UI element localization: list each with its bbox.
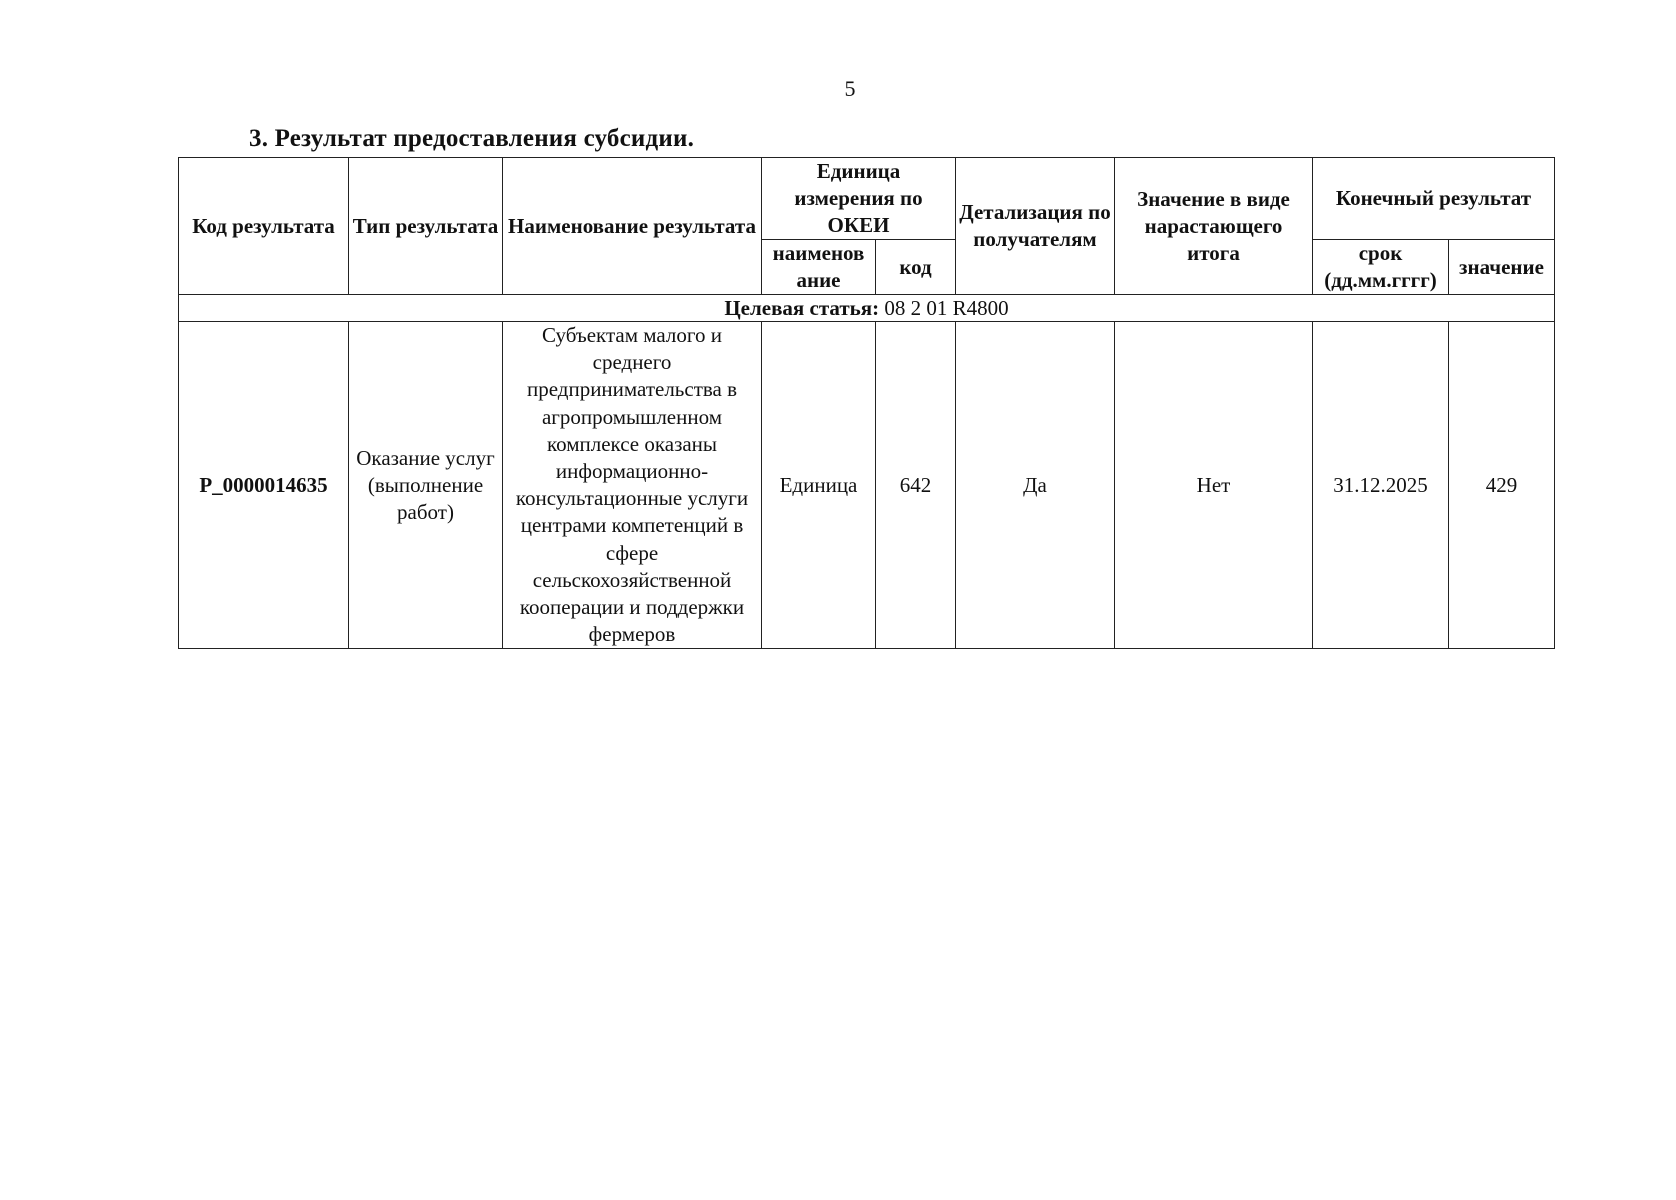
target-article-row xyxy=(179,295,1555,322)
deadline-cell: 31.12.2025 xyxy=(1313,322,1449,649)
result-type-cell: Оказание услуг (выполнение работ) xyxy=(349,322,503,649)
subsidy-result-table xyxy=(178,157,1555,649)
header-result-type: Тип результата xyxy=(349,158,503,295)
target-article-value: 08 2 01 R4800 xyxy=(884,296,1009,320)
table-row xyxy=(179,322,1555,649)
header-value: значение xyxy=(1449,240,1555,295)
detailing-cell: Да xyxy=(956,322,1115,649)
header-unit-name: наименов ание xyxy=(762,240,876,295)
result-code-cell: P_0000014635 xyxy=(179,322,349,649)
header-detailing: Детализация по получателям xyxy=(956,158,1115,295)
result-name-cell: Субъектам малого и среднего предпринимательства в агропромышленном комплексе оказаны информационно-консультационные услуги центрами компетенций в сфере сельскохозяйственной кооперации и поддержки фермеров xyxy=(503,322,762,649)
header-unit-code: код xyxy=(876,240,956,295)
page-number: 5 xyxy=(844,76,856,101)
section-title: 3. Результат предоставления субсидии. xyxy=(249,125,695,152)
cumulative-cell: Нет xyxy=(1115,322,1313,649)
unit-name-cell: Единица xyxy=(762,322,876,649)
header-result-name: Наименование результата xyxy=(503,158,762,295)
target-article-cell xyxy=(179,295,1555,322)
value-cell: 429 xyxy=(1449,322,1555,649)
header-deadline: срок (дд.мм.гггг) xyxy=(1313,240,1449,295)
target-article-label: Целевая статья: xyxy=(724,296,880,320)
unit-code-cell: 642 xyxy=(876,322,956,649)
header-cumulative: Значение в виде нарастающего итога xyxy=(1115,158,1313,295)
header-final-result: Конечный результат xyxy=(1313,158,1555,240)
header-result-code: Код результата xyxy=(179,158,349,295)
header-unit-okei: Единица измерения по ОКЕИ xyxy=(762,158,956,240)
